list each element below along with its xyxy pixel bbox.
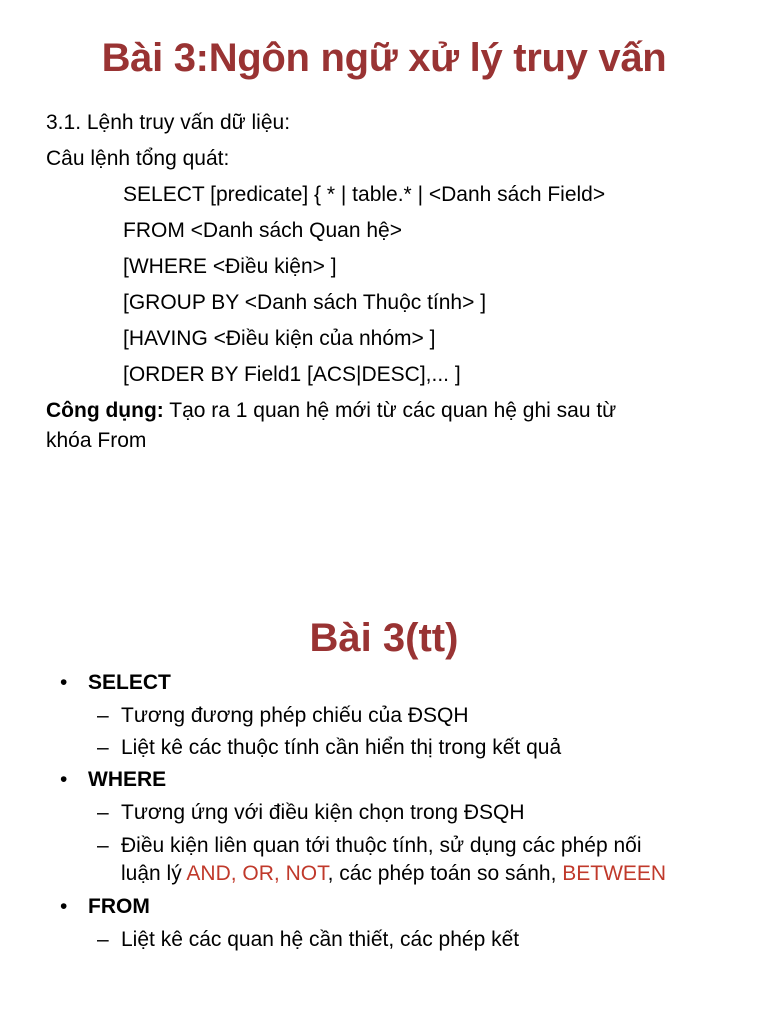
dash-symbol: – (97, 736, 109, 759)
slide-2 (0, 600, 768, 1024)
syntax-line-from: FROM <Danh sách Quan hệ> (123, 219, 402, 242)
section-heading: 3.1. Lệnh truy vấn dữ liệu: (46, 111, 291, 134)
dash-symbol: – (97, 834, 109, 857)
usage-line-2: khóa From (46, 429, 147, 452)
bullet-symbol: • (60, 671, 68, 694)
slide-2-title: Bài 3(tt) (309, 616, 459, 660)
bullet-select-label: SELECT (88, 671, 171, 694)
usage-line-1 (46, 396, 616, 426)
bullet-where-label: WHERE (88, 768, 167, 791)
select-item-2-text: Liệt kê các thuộc tính cần hiển thị trong kết quả (121, 736, 562, 759)
from-item-1-text: Liệt kê các quan hệ cần thiết, các phép kết (121, 928, 520, 951)
bullet-where (60, 765, 166, 795)
between-operator: BETWEEN (562, 862, 667, 885)
where-item-1 (97, 798, 525, 828)
from-item-1 (97, 925, 519, 955)
where-item-2-mid: , các phép toán so sánh, (327, 862, 563, 885)
bullet-symbol: • (60, 768, 68, 791)
select-item-1-text: Tương đương phép chiếu của ĐSQH (121, 704, 469, 727)
select-item-1 (97, 701, 469, 731)
where-item-2-line-2 (121, 859, 666, 889)
bullet-from-label: FROM (88, 895, 150, 918)
bullet-symbol: • (60, 895, 68, 918)
select-item-2 (97, 733, 561, 763)
slide-1-title: Bài 3:Ngôn ngữ xử lý truy vấn (101, 36, 667, 80)
where-item-1-text: Tương ứng với điều kiện chọn trong ĐSQH (121, 801, 525, 824)
dash-symbol: – (97, 704, 109, 727)
bullet-select (60, 668, 171, 698)
syntax-line-where: [WHERE <Điều kiện> ] (123, 255, 337, 278)
syntax-line-group-by: [GROUP BY <Danh sách Thuộc tính> ] (123, 291, 487, 314)
where-item-2 (97, 831, 642, 861)
syntax-line-having: [HAVING <Điều kiện của nhóm> ] (123, 327, 436, 350)
bullet-from (60, 892, 150, 922)
where-item-2-line-1: Điều kiện liên quan tới thuộc tính, sử dụng các phép nối (121, 834, 642, 857)
syntax-label: Câu lệnh tổng quát: (46, 147, 230, 170)
logic-operators: AND, OR, NOT (186, 862, 328, 885)
syntax-line-order-by: [ORDER BY Field1 [ACS|DESC],... ] (123, 363, 461, 386)
usage-label: Công dụng: (46, 399, 164, 422)
where-item-2-prefix: luận lý (121, 862, 187, 885)
usage-text: Tạo ra 1 quan hệ mới từ các quan hệ ghi sau từ (163, 399, 617, 422)
dash-symbol: – (97, 801, 109, 824)
dash-symbol: – (97, 928, 109, 951)
syntax-line-select: SELECT [predicate] { * | table.* | <Danh sách Field> (123, 183, 606, 206)
